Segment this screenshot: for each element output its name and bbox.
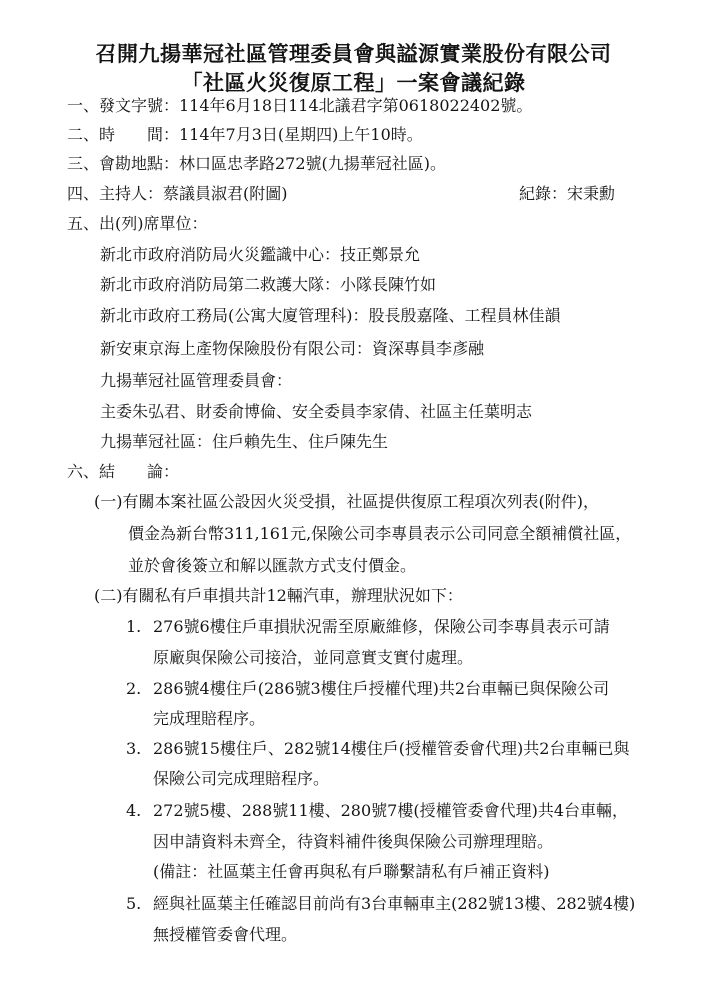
conclusion-2-line: (二)有關私有戶車損共計12輛汽車，辦理狀況如下： — [94, 586, 463, 605]
attendee-line: 九揚華冠社區管理委員會： — [100, 371, 293, 390]
conclusion-1-line: 並於會後簽立和解以匯款方式支付價金。 — [128, 556, 417, 575]
sub-item-line: 保險公司完成理賠程序。 — [153, 769, 330, 788]
conclusion-1-line: (一)有關本案社區公設因火災受損，社區提供復原工程項次列表(附件)， — [94, 492, 599, 511]
item-document-number: 一、發文字號：114年6月18日114北議君字第0618022402號。 — [67, 96, 533, 115]
sub-item-number: 4. — [126, 801, 142, 820]
attendee-line: 主委朱弘君、財委俞博倫、安全委員李家倩、社區主任葉明志 — [100, 402, 533, 421]
sub-item-line: 經與社區葉主任確認目前尚有3台車輛車主(282號13樓、282號4樓) — [153, 894, 636, 913]
attendee-line: 九揚華冠社區：住戶賴先生、住戶陳先生 — [100, 432, 389, 451]
sub-item-number: 5. — [126, 894, 142, 913]
attendee-line: 新安東京海上產物保險股份有限公司：資深專員李彥融 — [100, 339, 485, 358]
sub-item-line: 276號6樓住戶車損狀況需至原廠維修，保險公司李專員表示可請 — [153, 617, 610, 636]
sub-item-line: 原廠與保險公司接洽，並同意實支實付處理。 — [153, 648, 474, 667]
sub-item-line: 286號4樓住戶(286號3樓住戶授權代理)共2台車輛已與保險公司 — [153, 679, 610, 698]
attendee-line: 新北市政府消防局火災鑑識中心：技正鄭景允 — [100, 245, 421, 264]
sub-item-remark: (備註：社區葉主任會再與私有戶聯繫請私有戶補正資料) — [153, 862, 550, 881]
sub-item-line: 272號5樓、288號11樓、280號7樓(授權管委會代理)共4台車輛， — [153, 801, 629, 820]
item-meeting-location: 三、會勘地點：林口區忠孝路272號(九揚華冠社區)。 — [67, 154, 447, 173]
item-conclusions-heading: 六、結 論： — [67, 462, 180, 481]
item-attendees-heading: 五、出(列)席單位： — [67, 214, 208, 233]
sub-item-line: 286號15樓住戶、282號14樓住戶(授權管委會代理)共2台車輛已與 — [153, 739, 630, 758]
document-title-line-1: 召開九揚華冠社區管理委員會與謚源實業股份有限公司 — [95, 41, 612, 66]
attendee-line: 新北市政府消防局第二救護大隊：小隊長陳竹如 — [100, 275, 437, 294]
sub-item-number: 3. — [126, 739, 142, 758]
sub-item-line: 完成理賠程序。 — [153, 709, 266, 728]
item-recorder: 紀錄：宋秉勳 — [519, 184, 616, 203]
sub-item-line: 無授權管委會代理。 — [153, 925, 298, 944]
document-title-line-2: 「社區火災復原工程」一案會議紀錄 — [181, 70, 526, 95]
sub-item-line: 因申請資料未齊全，待資料補件後與保險公司辦理理賠。 — [153, 832, 554, 851]
sub-item-number: 2. — [126, 679, 142, 698]
sub-item-number: 1. — [126, 617, 142, 636]
item-meeting-time: 二、時 間：114年7月3日(星期四)上午10時。 — [67, 125, 423, 144]
attendee-line: 新北市政府工務局(公寓大廈管理科)：股長殷嘉隆、工程員林佳韻 — [100, 306, 561, 325]
item-chairperson: 四、主持人：蔡議員淑君(附圖) — [67, 184, 288, 203]
conclusion-1-line: 價金為新台幣311,161元,保險公司李專員表示公司同意全額補償社區， — [128, 524, 632, 543]
